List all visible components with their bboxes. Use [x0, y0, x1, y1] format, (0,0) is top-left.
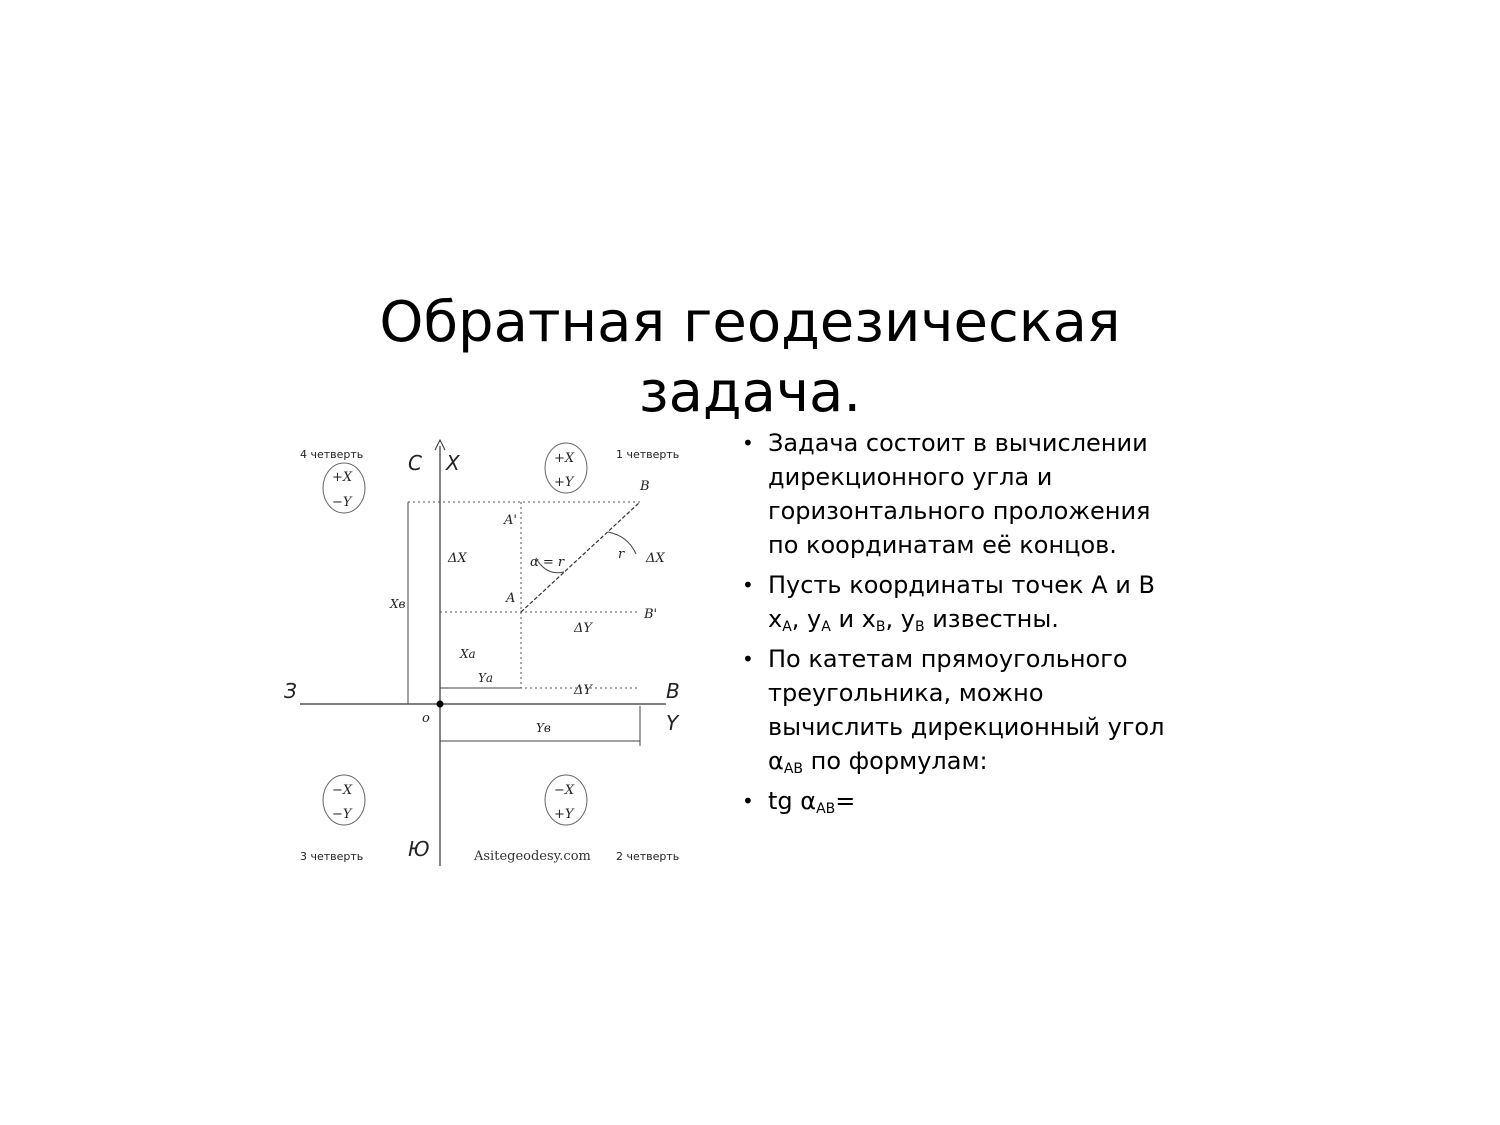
slide-title — [300, 288, 1200, 428]
watermark-text: Asitegeodesy.com — [474, 849, 591, 864]
subscript: AB — [783, 761, 804, 777]
bullet-item-2 — [740, 568, 1180, 636]
bullet-text-part: По катетам прямоугольного треугольника, можно вычислить дирекционный угол α — [768, 645, 1165, 775]
coordinate-diagram — [278, 436, 698, 876]
q4-sign-x: +X — [332, 470, 353, 485]
quarter-4-label: 4 четверть — [300, 448, 364, 461]
q4-sign-y: −Y — [332, 495, 352, 510]
bullet-item-1 — [740, 426, 1180, 562]
bullet-marker: • — [742, 789, 754, 813]
subscript: A — [782, 619, 792, 635]
q2-sign-x: −X — [554, 783, 575, 798]
delta-x-left-label: ΔX — [448, 551, 467, 566]
axis-north-label: С — [408, 451, 422, 475]
axis-y-label: Y — [666, 711, 679, 735]
origin-dot — [437, 701, 444, 708]
bullet-text-part: известны. — [924, 605, 1059, 633]
bullet-text-part: Пусть координаты точек А и В x — [768, 571, 1155, 633]
bullet-text-part: = — [835, 787, 856, 815]
point-a-prime-label: A' — [504, 513, 517, 528]
subscript: B — [875, 619, 886, 635]
dotted-guides — [408, 502, 640, 688]
q1-sign-y: +Y — [554, 475, 574, 490]
delta-y-upper-label: ΔY — [574, 621, 592, 636]
q1-sign-x: +X — [554, 451, 575, 466]
alpha-label: α = r — [530, 555, 565, 570]
subscript: AB — [816, 801, 836, 817]
ya-label: Yа — [478, 671, 494, 685]
title-line-2: задача. — [638, 360, 862, 425]
bullet-marker: • — [742, 647, 754, 671]
subscript: A — [821, 619, 831, 635]
xa-label: Xа — [460, 647, 476, 661]
bullet-item-4 — [740, 784, 1180, 818]
quarter-1-label: 1 четверть — [616, 448, 680, 461]
xb-label: Xв — [390, 597, 406, 611]
bullet-text-part: , y — [885, 605, 915, 633]
point-a-label: A — [506, 591, 516, 606]
origin-label: o — [422, 711, 430, 726]
bullet-marker: • — [742, 431, 754, 455]
axis-west-label: З — [284, 679, 297, 703]
q3-sign-x: −X — [332, 783, 353, 798]
quarter-3-label: 3 четверть — [300, 850, 364, 863]
point-b-label: B — [640, 479, 650, 494]
bullet-text-part: по формулам: — [803, 747, 988, 775]
q2-sign-y: +Y — [554, 807, 574, 822]
bullet-list — [740, 426, 1180, 824]
delta-x-right-label: ΔX — [646, 551, 665, 566]
bullet-text-part: и x — [830, 605, 876, 633]
r-label: r — [618, 547, 625, 562]
axis-south-label: Ю — [408, 837, 430, 861]
title-line-1: Обратная геодезическая — [379, 290, 1121, 355]
bullet-marker: • — [742, 573, 754, 597]
bullet-text-part: tg α — [768, 787, 817, 815]
q3-sign-y: −Y — [332, 807, 352, 822]
axis-x-label: X — [446, 451, 460, 475]
bullet-text: Задача состоит в вычислении дирекционного угла и горизонтального проложения по координатам её концов. — [768, 429, 1151, 559]
axis-east-label: В — [666, 679, 680, 703]
delta-y-lower-label: ΔY — [574, 683, 592, 698]
point-b-prime-label: B' — [644, 607, 658, 622]
yb-label: Yв — [536, 721, 551, 735]
bullet-item-3 — [740, 642, 1180, 778]
bullet-text-part: , y — [791, 605, 822, 633]
subscript: B — [914, 619, 925, 635]
quarter-2-label: 2 четверть — [616, 850, 680, 863]
